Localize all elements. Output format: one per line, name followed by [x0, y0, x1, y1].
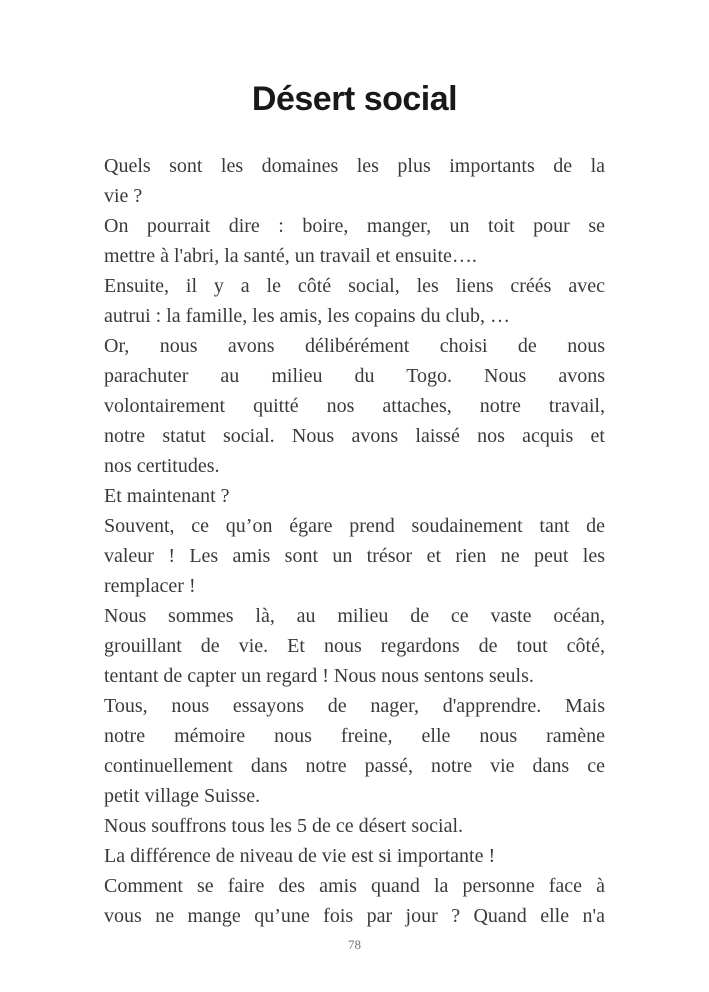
- text-line: parachuter au milieu du Togo. Nous avons: [104, 365, 605, 387]
- body-text: [104, 151, 605, 931]
- text-line: notre statut social. Nous avons laissé nos acquis et: [104, 425, 605, 447]
- text-line: vie ?: [104, 185, 143, 207]
- text-line: Tous, nous essayons de nager, d'apprendre. Mais: [104, 695, 605, 717]
- paragraph: [104, 691, 605, 811]
- text-line: mettre à l'abri, la santé, un travail et ensuite….: [104, 245, 477, 267]
- text-line: notre mémoire nous freine, elle nous ramène: [104, 725, 605, 747]
- text-line: Ensuite, il y a le côté social, les liens créés avec: [104, 275, 605, 297]
- text-line: Et maintenant ?: [104, 485, 230, 507]
- paragraph: [104, 871, 605, 931]
- text-line: valeur ! Les amis sont un trésor et rien ne peut les: [104, 545, 605, 567]
- text-line: La différence de niveau de vie est si importante !: [104, 845, 496, 867]
- paragraph: [104, 481, 605, 511]
- paragraph: [104, 331, 605, 481]
- text-line: Quels sont les domaines les plus importants de la: [104, 155, 605, 177]
- text-line: grouillant de vie. Et nous regardons de tout côté,: [104, 635, 605, 657]
- paragraph: [104, 211, 605, 271]
- paragraph: [104, 271, 605, 331]
- text-line: nos certitudes.: [104, 455, 220, 477]
- text-line: tentant de capter un regard ! Nous nous sentons seuls.: [104, 665, 534, 687]
- text-line: Souvent, ce qu’on égare prend soudainement tant de: [104, 515, 605, 537]
- text-line: On pourrait dire : boire, manger, un toit pour se: [104, 215, 605, 237]
- text-line: Nous sommes là, au milieu de ce vaste océan,: [104, 605, 605, 627]
- paragraph: [104, 811, 605, 841]
- text-line: Comment se faire des amis quand la personne face à: [104, 875, 605, 897]
- paragraph: [104, 601, 605, 691]
- text-line: autrui : la famille, les amis, les copains du club, …: [104, 305, 511, 327]
- text-line: vous ne mange qu’une fois par jour ? Quand elle n'a: [104, 905, 605, 927]
- paragraph: [104, 511, 605, 601]
- paragraph: [104, 841, 605, 871]
- text-line: petit village Suisse.: [104, 785, 261, 807]
- text-line: remplacer !: [104, 575, 196, 597]
- text-line: volontairement quitté nos attaches, notre travail,: [104, 395, 605, 417]
- page-title: Désert social: [251, 80, 458, 118]
- paragraph: [104, 151, 605, 211]
- text-line: Or, nous avons délibérément choisi de nous: [104, 335, 605, 357]
- text-line: continuellement dans notre passé, notre vie dans ce: [104, 755, 605, 777]
- text-line: Nous souffrons tous les 5 de ce désert social.: [104, 815, 464, 837]
- page-number: 78: [348, 937, 361, 952]
